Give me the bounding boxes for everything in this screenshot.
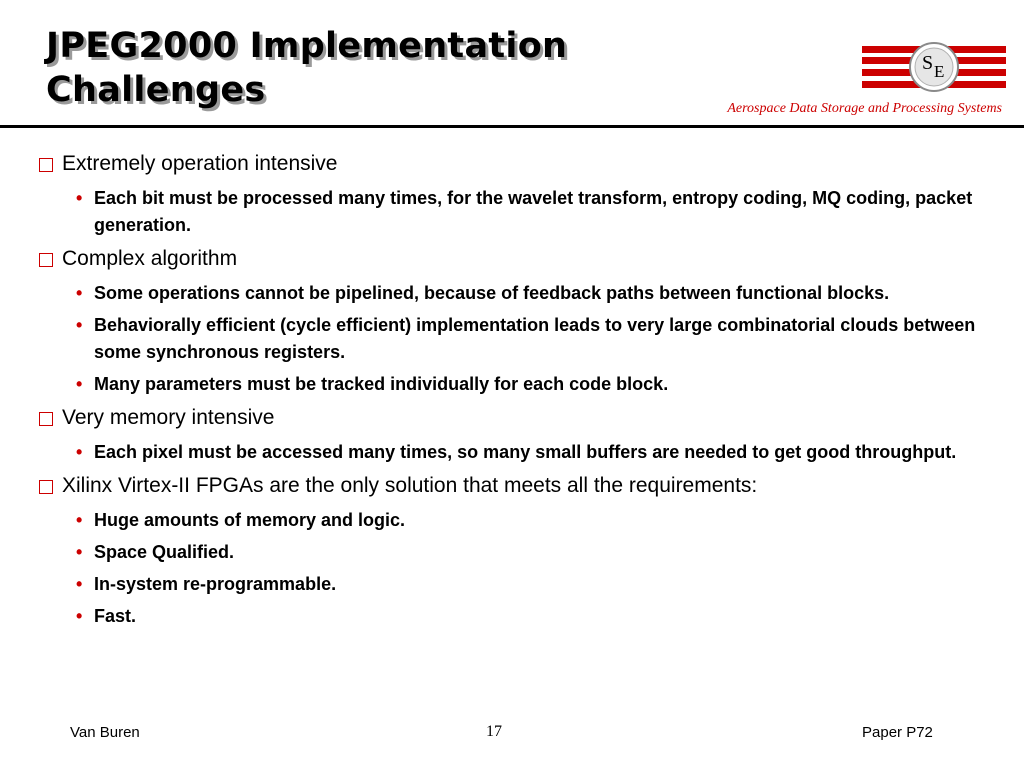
square-bullet-icon (39, 253, 53, 267)
company-tagline: Aerospace Data Storage and Processing Systems (727, 101, 1002, 116)
square-bullet-icon (39, 480, 53, 494)
sub-bullet-item (36, 603, 996, 630)
sub-bullet-text: Each bit must be processed many times, for the wavelet transform, entropy coding, MQ coding, packet generation. (94, 188, 973, 235)
sub-bullet-text: In-system re-programmable. (94, 574, 337, 594)
sub-bullet-text: Fast. (94, 606, 137, 626)
dot-bullet-icon: • (76, 374, 83, 394)
sub-bullet-text: Space Qualified. (94, 542, 235, 562)
bullet-text: Extremely operation intensive (62, 152, 338, 175)
bullet-text: Complex algorithm (62, 247, 238, 270)
slide-title (46, 24, 686, 112)
sub-bullet-item (36, 439, 996, 466)
logo-letter-s: S (922, 52, 934, 74)
bullet-item (36, 472, 996, 500)
title-line-1: JPEG2000 Implementation (46, 26, 568, 66)
dot-bullet-icon: • (76, 574, 83, 594)
footer-author: Van Buren (70, 724, 140, 741)
logo-letter-e: E (934, 62, 945, 81)
footer-page-number: 17 (486, 723, 502, 740)
se-logo (862, 42, 1006, 92)
sub-bullet-text: Some operations cannot be pipelined, because of feedback paths between functional blocks. (94, 283, 890, 303)
square-bullet-icon (39, 158, 53, 172)
square-bullet-icon (39, 412, 53, 426)
sub-bullet-item (36, 539, 996, 566)
dot-bullet-icon: • (76, 315, 83, 335)
sub-bullet-item (36, 507, 996, 534)
sub-bullet-list (36, 185, 996, 239)
dot-bullet-icon: • (76, 442, 83, 462)
sub-bullet-item (36, 371, 996, 398)
footer-paper-id: Paper P72 (862, 724, 933, 741)
sub-bullet-item (36, 571, 996, 598)
sub-bullet-text: Each pixel must be accessed many times, so many small buffers are needed to get good throughput. (94, 442, 957, 462)
sub-bullet-item (36, 185, 996, 239)
title-divider (0, 125, 1024, 128)
title-line-2: Challenges (46, 70, 266, 110)
sub-bullet-text: Many parameters must be tracked individually for each code block. (94, 374, 669, 394)
dot-bullet-icon: • (76, 542, 83, 562)
bullet-text: Very memory intensive (62, 406, 275, 429)
sub-bullet-text: Huge amounts of memory and logic. (94, 510, 406, 530)
sub-bullet-list (36, 439, 996, 466)
sub-bullet-text: Behaviorally efficient (cycle efficient) implementation leads to very large combinatorial clouds between some synchronous registers. (94, 315, 976, 362)
dot-bullet-icon: • (76, 188, 83, 208)
dot-bullet-icon: • (76, 283, 83, 303)
sub-bullet-list (36, 507, 996, 630)
dot-bullet-icon: • (76, 606, 83, 626)
sub-bullet-item (36, 280, 996, 307)
bullet-item (36, 404, 996, 432)
bullet-content (36, 150, 996, 636)
sub-bullet-item (36, 312, 996, 366)
sub-bullet-list (36, 280, 996, 398)
dot-bullet-icon: • (76, 510, 83, 530)
bullet-item (36, 150, 996, 178)
bullet-item (36, 245, 996, 273)
bullet-text: Xilinx Virtex-II FPGAs are the only solution that meets all the requirements: (62, 474, 758, 497)
